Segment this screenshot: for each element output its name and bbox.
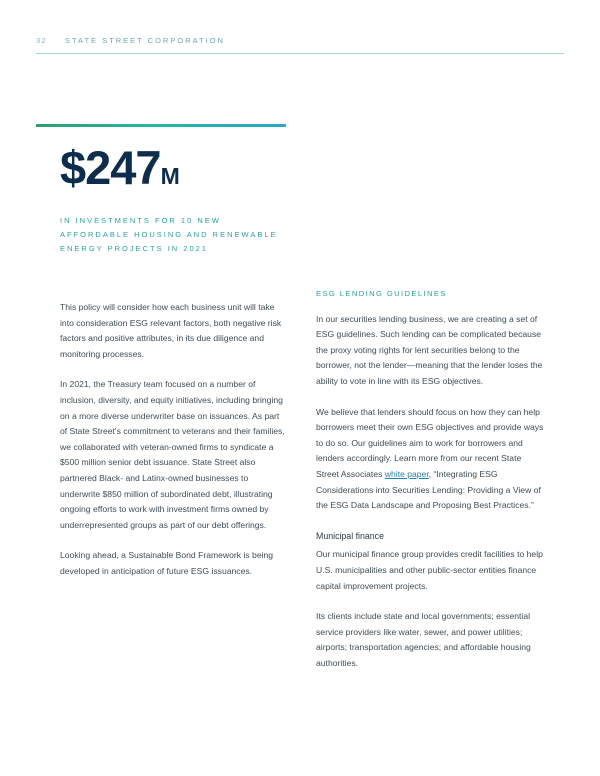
header-title: STATE STREET CORPORATION [65,36,225,45]
subhead-municipal-finance: Municipal finance [316,530,384,541]
right-paragraph-2-text-a: We believe that lenders should focus on how they can help borrowers meet their own ESG objectives and provide ways to do so. Our guidelines aim to work for borrowers and lenders accordingly. Learn more from our recent State Street Associates [316,406,544,479]
left-paragraph-1: This policy will consider how each business unit will take into consideration ESG relevant factors, both negative risk factors and positive attributes, in its due diligence and monitoring processes. [60,302,282,359]
stat-block [60,142,320,256]
right-column [316,286,544,671]
left-column [60,300,288,580]
header-divider [36,53,564,54]
page-number: 32 [36,36,47,45]
right-paragraph-4: Its clients include state and local governments; essential service providers like water, sewer, and power utilities; airports; transportation agencies; and affordable housing authorities. [316,611,531,668]
stat-caption: IN INVESTMENTS FOR 10 NEW AFFORDABLE HOUSING AND RENEWABLE ENERGY PROJECTS IN 2021 [60,216,278,253]
section-label-esg-lending-guidelines: ESG LENDING GUIDELINES [316,289,447,298]
right-paragraph-3: Our municipal finance group provides credit facilities to help U.S. municipalities and other public-sector entities finance capital improvement projects. [316,549,543,591]
left-paragraph-2: In 2021, the Treasury team focused on a number of inclusion, diversity, and equity initiatives, including bringing on a more diverse underwriter base on issuances. As part of State Street's commitment to veterans and their families, we collaborated with veteran-owned firms to syndicate a $500 million senior debt issuance. State Street also partnered Black- and Latinx-owned businesses to underwrite $850 million of subordinated debt, illustrating ongoing efforts to work with investment firms owned by underrepresented groups as part of our debt offerings. [60,379,285,530]
page-header [36,34,564,56]
white-paper-link[interactable]: white paper [384,468,429,479]
stat-value: $247 [60,141,161,194]
right-paragraph-1: In our securities lending business, we are creating a set of ESG guidelines. Such lending can be complicated because the proxy voting rights for lent securities belong to the borrower, not the lender—meaning that the lender loses the ability to vote in line with its ESG objectives. [316,313,543,386]
right-paragraph-2-text-b: , “Integrating ESG Considerations into Securities Lending: Providing a View of the ESG Data Landscape and Proposing Best Practices.” [316,468,541,511]
accent-bar [36,124,286,127]
right-paragraph-2 [316,405,544,514]
stat-number [60,142,320,202]
stat-unit: M [160,163,180,189]
left-paragraph-3: Looking ahead, a Sustainable Bond Framework is being developed in anticipation of future ESG issuances. [60,550,274,576]
